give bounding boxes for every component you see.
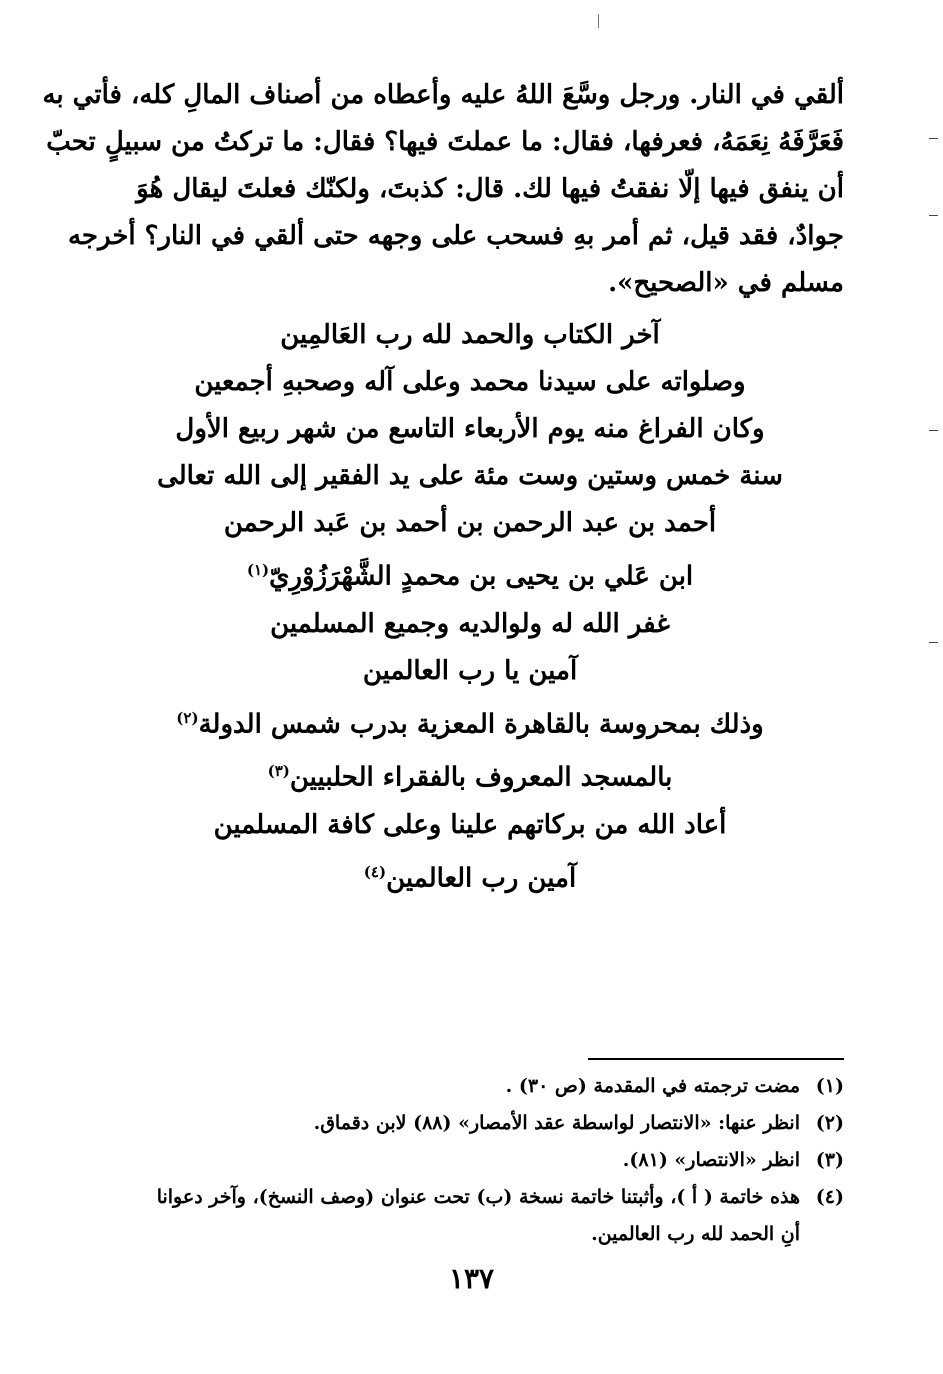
footnote-marker[interactable]: (٤) <box>363 862 387 881</box>
colophon-line: آخر الكتاب والحمد لله رب العَالمِين <box>280 320 660 350</box>
footnote-number: (٣) <box>815 1149 844 1171</box>
colophon-line: آمين يا رب العالمين <box>362 655 578 686</box>
margin-mark <box>598 14 602 28</box>
footnote-item <box>92 1179 844 1253</box>
footnote-marker[interactable]: (٣) <box>267 762 290 781</box>
margin-mark <box>929 215 938 216</box>
footnote-number: (١) <box>815 1075 844 1097</box>
colophon-line: غفر الله له ولوالديه وجميع المسلمين <box>270 608 670 639</box>
colophon-line: بالمسجد المعروف بالفقراء الحلبيين$^{(٣)}$ <box>267 762 673 793</box>
footnote-number: (٤) <box>815 1186 844 1208</box>
footnote-text: مضت ترجمته في المقدمة (ص ٣٠) . <box>505 1075 800 1097</box>
footnote-item <box>92 1068 844 1105</box>
page-number: ١٣٧ <box>448 1262 495 1295</box>
margin-mark <box>929 430 938 431</box>
colophon-line: وصلواته على سيدنا محمد وعلى آله وصحبهِ أجمعين <box>194 367 746 397</box>
footnote-divider <box>588 1058 844 1060</box>
footnote-marker[interactable]: (٢) <box>176 708 199 727</box>
footnote-item <box>92 1105 844 1142</box>
colophon-line: وكان الفراغ منه يوم الأربعاء التاسع من شهر ربيع الأول <box>175 414 765 444</box>
colophon-line: ابن عَلي بن يحيى بن محمدٍ الشَّهْرَزُوْرِيّ$^{(١)}$ <box>246 561 694 592</box>
footnote-text: انظر «الانتصار» (٨١). <box>622 1149 800 1171</box>
colophon-line: وذلك بمحروسة بالقاهرة المعزية بدرب شمس الدولة$^{(٢)}$ <box>176 708 764 740</box>
body-line: مسلم في «الصحيح». <box>608 268 844 298</box>
colophon <box>150 312 790 903</box>
colophon-line: سنة خمس وستين وست مئة على يد الفقير إلى الله تعالى <box>157 461 783 491</box>
margin-mark <box>929 642 938 643</box>
footnote-text: هذه خاتمة ( أ )، وأثبتنا خاتمة نسخة (ب) تحت عنوان (وصف النسخ)، وآخر دعوانا <box>156 1186 800 1208</box>
footnote-text: انظر عنها: «الانتصار لواسطة عقد الأمصار» (٨٨) لابن دقماق. <box>313 1112 800 1134</box>
footnote-text: أنِ الحمد لله رب العالمين. <box>591 1223 800 1245</box>
footnote-item <box>92 1142 844 1179</box>
footnote-marker[interactable]: (١) <box>246 561 270 579</box>
body-line: ألقي في النار. ورجل وسَّعَ اللهُ عليه وأعطاه من أصناف المالِ كله، فأتي به <box>42 80 844 110</box>
margin-mark <box>929 138 938 139</box>
colophon-line: أحمد بن عبد الرحمن بن أحمد بن عَبد الرحمن <box>223 508 717 538</box>
body-line: جوادٌ، فقد قيل، ثم أمر بهِ فسحب على وجهه حتى ألقي في النار؟ أخرجه <box>67 221 844 251</box>
body-line: فَعَرَّفَهُ نِعَمَهُ، فعرفها، فقال: ما عملتَ فيها؟ فقال: ما تركتُ من سبيلٍ تحبّ <box>46 127 844 157</box>
body-line: أن ينفق فيها إلّا نفقتُ فيها لك. قال: كذبتَ، ولكنّك فعلتَ ليقال هُوَ <box>136 174 844 204</box>
footnotes <box>92 1068 844 1253</box>
colophon-line: أعاد الله من بركاتهم علينا وعلى كافة المسلمين <box>213 809 727 840</box>
footnote-number: (٢) <box>815 1112 844 1134</box>
colophon-line: آمين رب العالمين$^{(٤)}$ <box>363 862 577 894</box>
body-paragraph <box>42 72 844 307</box>
